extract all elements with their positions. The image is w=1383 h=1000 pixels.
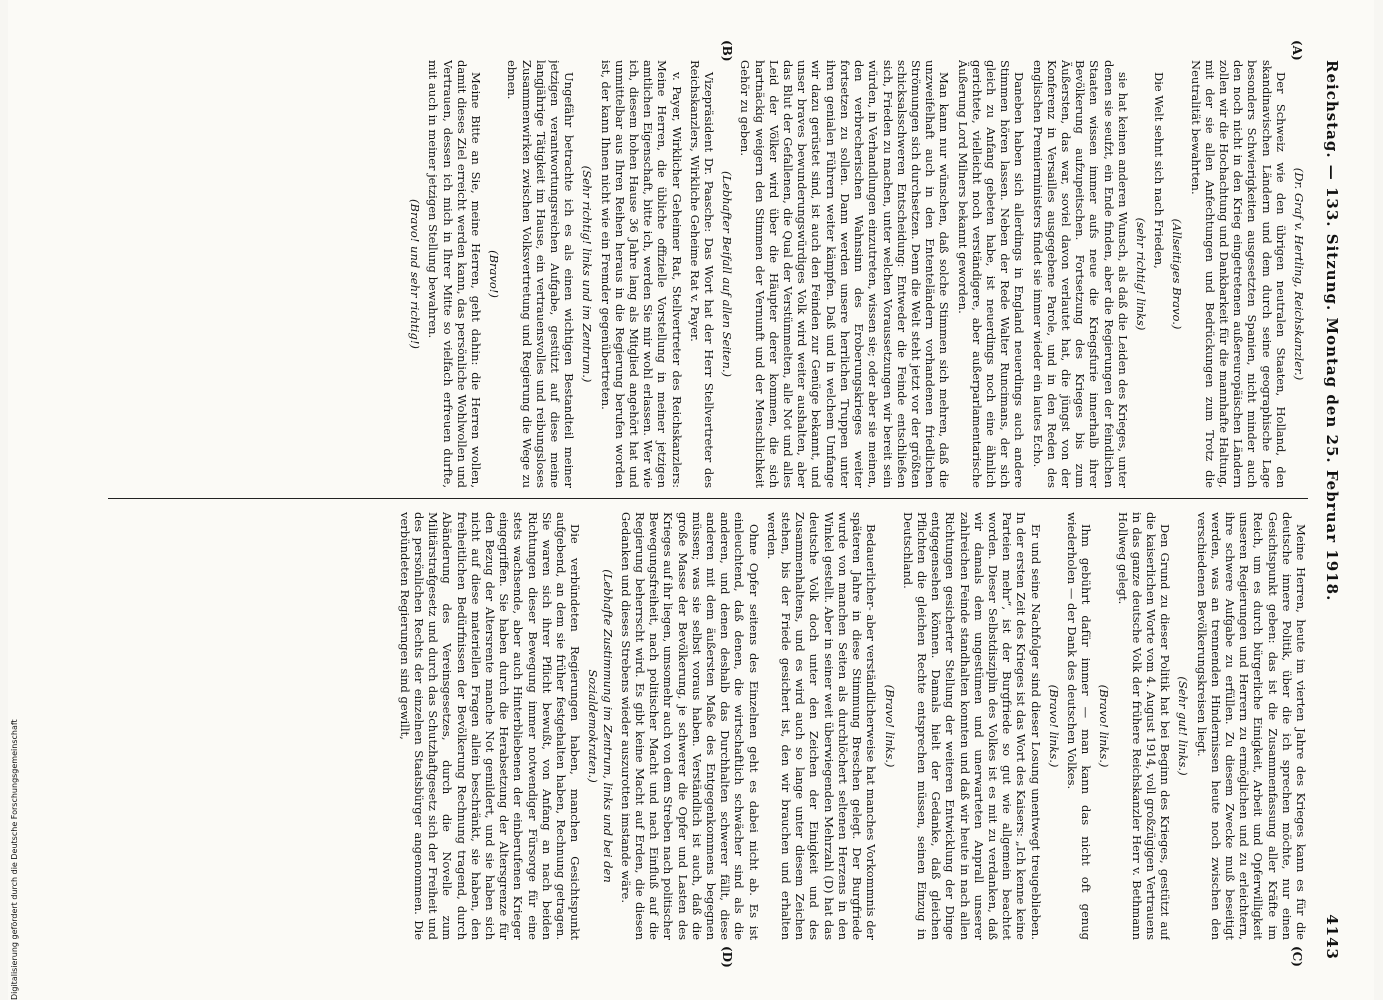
stage-direction: (sehr richtig! links): [1133, 217, 1148, 331]
sidebar: [0, 0, 19, 1000]
paragraph: Ihm gebührt dafür immer — man kann das nicht oft genug wiederholen — der Dank des deutschen Volkes.: [1064, 512, 1094, 940]
page-number: 4143: [1323, 914, 1341, 960]
header-title: Reichstag. — 133. Sitzung. Montag den 25. Februar 1918.: [1323, 60, 1341, 602]
stage-direction: (Bravo! und sehr richtig!): [408, 199, 423, 349]
margin-marker-d: (D): [720, 946, 734, 968]
sidebar-text: Digitalisierung gefördert durch die Deutsche Forschungsgemeinschaft: [10, 719, 19, 1000]
scanned-page: [8, 0, 1374, 1000]
paragraph: Der Schweiz wie den übrigen neutralen Staaten, Holland, den skandinavischen Ländern und dem durch seine geographische Lage besonders Schwierigkeiten ausgesetzten Spanien, nicht minder auch den noch nicht in den Krieg eingetretenen außereuropäischen Ländern zollen wir die Hochachtung und Dankbarkeit für die mannhafte Haltung, mit der sie allen Anfechtungen und Bedrückungen zum Trotz die Neutralität bewahrten.: [1188, 60, 1288, 488]
margin-marker-b: (B): [720, 40, 734, 62]
paragraph: Vizepräsident Dr. Paasche: Das Wort hat der Herr Stellvertreter des Reichskanzlers, Wirkliche Geheime Rat v. Payer.: [687, 60, 717, 488]
stage-direction: (Sehr richtig! links und im Zentrum.): [580, 165, 595, 383]
paragraph: Den Grund zu dieser Politik hat bei Beginn des Krieges, gestützt auf die kaiserlichen Worte vom 4. August 1914, voll großzügigen Vertrauens in das ganze deutsche Volk der frühere Reichskanzler Herr v. Bethmann Hollweg gelegt.: [1115, 512, 1173, 940]
left-column: [108, 60, 1308, 488]
stage-direction: (Dr. Graf v. Hertling, Reichskanzler.): [1292, 167, 1306, 381]
stage-direction: (Bravo! links.): [1097, 684, 1112, 768]
margin-marker-a: (A): [1290, 40, 1304, 61]
paragraph: Meine Herren, heute im vierten Jahre des Krieges kann es für die deutsche innere Politik, über die ich sprechen möchte, nur einen Gesichtspunkt geben: das ist die Zusammenfassung aller Kräfte im Reich, um es durch bürgerliche Einigkeit, Arbeit und Opferwilligkeit unseren Regierungen und Herrern zu ermöglichen und zu erleichtern, ihre schwere Aufgabe zu erfüllen. Zu diesem Zwecke muß beseitigt werden, was an trennenden Hindernissen heute noch zwischen den verschiedenen Bevölkerungskreisen liegt.: [1194, 512, 1308, 940]
stage-direction: (Bravo! links.): [1046, 684, 1061, 768]
paragraph: sie hat keinen anderen Wunsch, als daß die Leiden des Krieges, unter denen sie seufzt, ein Ende finden, aber die Regierungen der feindlichen Staaten wissen immer aufs neue die Kriegsfurie innerhalb ihrer Bevölkerung aufzupeitschen. Fortsetzung des Krieges bis zum Äußersten, das war, soviel davon verlautet hat, die jüngst von der Konferenz in Versailles ausgegebene Parole, und in den Reden des englischen Premierministers findet sie immer wieder ein lautes Echo.: [1030, 60, 1130, 488]
column-divider: [108, 498, 1308, 499]
stage-direction: (Bravo! links.): [882, 684, 897, 768]
paragraph: Er und seine Nachfolger sind dieser Losung unentwegt treugeblieben. In der ersten Zeit des Krieges ist das Wort des Kaisers: „Ich kenne keine Parteien mehr“, ist der Burgfriede so gut wie allgemein beachtet worden. Dieser Selbstdisziplin des Volkes ist es mit zu verdanken, daß wir damals dem ungestümen und unerwarteten Anprall unserer zahlreichen Feinde standhalten konnten und daß wir heute in nach allen Richtungen gesicherter Stellung der weiteren Entwicklung der Dinge entgegensehen können. Damals hielt der Gedanke, daß gleichen Pflichten die gleichen Rechte entsprechen müssen, seinen Einzug in Deutschland.: [900, 512, 1043, 940]
paragraph: v. Payer, Wirklicher Geheimer Rat, Stellvertreter des Reichskanzlers: Meine Herren, die übliche offizielle Vorstellung in meiner jetzigen amtlichen Eigenschaft, bitte ich, werden Sie mir wohl erlassen. Wer wie ich, diesem hohen Hause 36 Jahre lang als Mitglied angehört hat und unmittelbar aus Ihren Reihen heraus in die Regierung berufen worden ist, der kann Ihnen nicht wie ein Fremder gegenübertreten.: [598, 60, 684, 488]
paragraph: Ungefähr betrachte ich es als einen wichtigen Bestandteil meiner jetzigen verantwortungsreichen Aufgabe, gestützt auf diese meine langjährige Tätigkeit im Hause, ein vertrauensvolles und reibungsloses Zusammenwirken zwischen Volksvertretung und Regierung die Wege zu ebnen.: [505, 60, 577, 488]
rotated-page-content: [8, 0, 1374, 1000]
margin-marker-c: (C): [1290, 946, 1304, 967]
paragraph: Bedauerlicher- aber verständlicherweise hat manches Vorkommnis der späteren Jahre in diese Stimmung Breschen gelegt. Der Burgfriede wurde von manchen Seiten als durchlöchert seltenen Herzens in den Winkel gestellt. Aber in seiner weit überwiegenden Mehrzahl (D) hat das deutsche Volk doch unter den Zeichen der Einigkeit und des Zusammenhaltens, und es wird auch so lange unter diesem Zeichen stehen, bis der Friede gesichert ist, den wir brauchen und erhalten werden.: [764, 512, 879, 940]
paragraph: Ohne Opfer seitens des Einzelnen geht es dabei nicht ab. Es ist einleuchtend, daß denen, die wirtschaftlich schwächer sind als die anderen, und denen deshalb das Durchhalten schwerer fällt, diese anderen mit dem äußersten Maße des Entgegenkommens begegnen müssen; was sie selbst voraus haben. Verständlich ist auch, daß die große Masse der Bevölkerung, je schwerer die Opfer und Lasten des Krieges auf ihr liegen, umsomehr auch von dem Streben nach politischer Bewegungsfreiheit, nach politischer Macht und nach Einfluß auf die Regierung beherrscht wird. Es gibt keine Macht auf Erden, die diesen Gedanken und dieses Strebens wieder auszurotten imstande wäre.: [618, 512, 761, 940]
page-header: [1320, 60, 1344, 960]
stage-direction: (Lebhafte Zustimmung im Zentrum, links und bei den Sozialdemokraten.): [586, 569, 615, 883]
paragraph: Daneben haben sich allerdings in England neuerdings auch andere Stimmen hören lassen. Neben der Rede Walter Runcimans, der sich gleich zu Anfang gebeten habe, ist neuerdings noch eine ähnlich gerichtete, vielleicht noch verständigere, aber außerparlamentarische Äußerung Lord Milners bekannt geworden.: [955, 60, 1027, 488]
stage-direction: (Allseitiges Bravo.): [1170, 218, 1185, 330]
right-column: [108, 512, 1308, 940]
paragraph: Die verbündeten Regierungen haben, manchen Gesichtspunkt aufgebend, an dem sie früher festgehalten haben, Rechnung getragen. Sie waren sich ihrer Pflicht bewußt, von Anfang an nach beiden Richtungen dieser Bewegung immer notwendiger Fürsorge für eine stets wachsende, aber auch Hinterbliebenen der einberufenen Krieger eingegriffen. Sie haben durch die Herabsetzung der Altersgrenze für den Bezug der Altersrente manche Not gemildert, und sie haben sich nicht auf diese materiellen Fragen allein beschränkt, sie haben, den freiheitlichen Bedürfnissen der Bevölkerung Rechnung tragend, durch Abänderung des Vereinsgesetzes, durch die Novelle zum Militärstrafgesetz und durch das Schutzhaftgesetz sich der Freiheit und des persönlichen Rechts der einzelnen Staatsbürger angenommen. Die verbündeten Regierungen sind gewillt,: [397, 512, 583, 940]
paragraph: Die Welt sehnt sich nach Frieden,: [1152, 72, 1167, 269]
paragraph: Meine Bitte an Sie, meine Herren, geht dahin: die Herren wollen, damit dieses Ziel erreicht werden kann, das persönliche Wohlwollen und Vertrauen, dessen ich mich in Ihrer Mitte so vielfach erfreuen durfte, mit auch in meiner jetzigen Stellung bewahren.: [426, 60, 484, 488]
stage-direction: (Bravo!): [487, 250, 502, 298]
stage-direction: (Sehr gut! links.): [1176, 676, 1191, 776]
stage-direction: (Lebhafter Beifall auf allen Seiten.): [720, 170, 735, 378]
paragraph: Man kann nur wünschen, daß solche Stimmen sich mehren, daß die unzweifelhaft auch in den Ententeländern vorhandenen friedlichen Strömungen sich durchsetzen. Denn die Welt steht jetzt vor der größten schicksalsschweren Entscheidung: Entweder die Feinde entschließen sich, Frieden zu machen, unter welchen Voraussetzungen wir bereit sein würden, in Verhandlungen einzutreten, wissen sie; oder aber sie meinen, den verbrecherischen Wahnsinn des Eroberungskrieges weiter fortsetzen zu sollen. Dann werden unsere herrlichen Truppen unter ihren genialen Führern weiter kämpfen. Daß und in welchem Umfange wir dazu gerüstet sind, ist auch den Feinden zur Genüge bekannt, und unser braves bewunderungswürdiges Volk wird weiter aushalten, aber das Blut der Gefallenen, die Qual der Verstümmelten, alle Not und alles Leid der Völker wird über die Häupter derer kommen, die sich hartnäckig weigern den Stimmen der Vernunft und der Menschlichkeit Gehör zu geben.: [738, 60, 952, 488]
